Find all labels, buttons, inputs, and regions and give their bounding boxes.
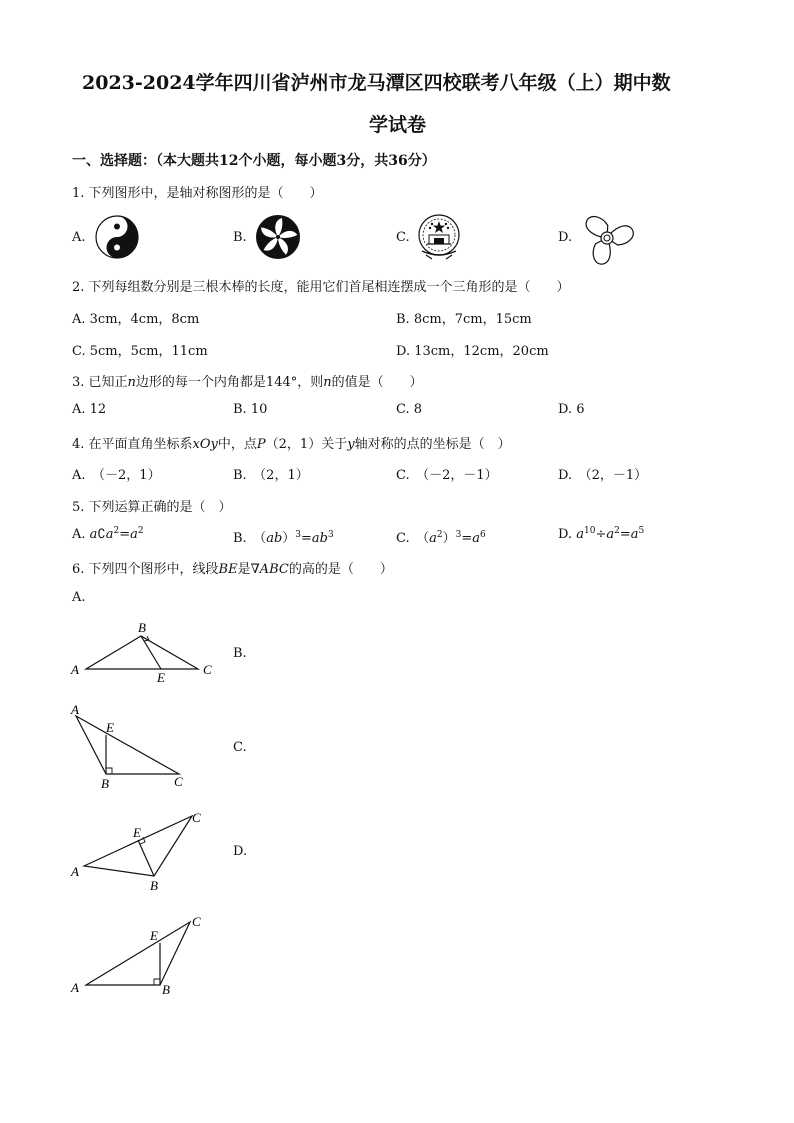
q2-option-b: B. 8cm，7cm，15cm: [396, 312, 532, 327]
question-5-stem: 5. 下列运算正确的是（ ）: [72, 500, 232, 515]
propeller-icon: [578, 210, 636, 266]
q3-option-b: B. 10: [233, 402, 268, 417]
q2-option-a: A. 3cm，4cm，8cm: [72, 312, 200, 327]
vertex-label-a: A: [71, 980, 79, 995]
vertex-label-a: A: [71, 864, 79, 879]
question-1-stem: 1. 下列图形中，是轴对称图形的是（ ）: [72, 186, 323, 201]
q4-option-a: A. （－2，1）: [72, 468, 161, 483]
q5-option-a: A. $a∁a^2=a^2$: [72, 526, 144, 542]
q4-option-d: D. （2，－1）: [558, 468, 648, 483]
triangle-figure-d: [66, 910, 216, 1000]
q5-option-d: D. $a^{10}\div a^2=a^5$: [558, 526, 645, 542]
vertex-label-c: C: [203, 662, 212, 677]
yin-yang-icon: [94, 214, 140, 260]
section-heading: 一、选择题：（本大题共12个小题，每小题3分，共36分）: [72, 153, 436, 169]
vertex-label-b: B: [138, 620, 146, 635]
q6-option-b: B.: [233, 646, 247, 661]
vertex-label-c: C: [192, 914, 201, 929]
triangle-figure-b: [66, 700, 206, 795]
q1-option-d: D.: [558, 230, 573, 245]
vertex-label-b: B: [162, 982, 170, 997]
q5-option-b: B. $(ab)^3=ab^3$: [233, 530, 334, 546]
vertex-label-e: E: [106, 720, 114, 735]
question-2-stem: 2. 下列每组数分别是三根木棒的长度，能用它们首尾相连摆成一个三角形的是（ ）: [72, 280, 570, 295]
q3-option-a: A. 12: [72, 402, 107, 417]
vertex-label-c: C: [192, 810, 201, 825]
vertex-label-e: E: [150, 928, 158, 943]
q5-option-c: C. $(a^2)^3=a^6$: [396, 530, 486, 546]
q6-option-c: C.: [233, 740, 247, 755]
q3-option-c: C. 8: [396, 402, 423, 417]
question-3-stem: 3. 已知正n边形的每一个内角都是144°，则n的值是（ ）: [72, 375, 423, 390]
q2-option-d: D. 13cm，12cm，20cm: [396, 344, 549, 359]
q6-option-a: A.: [72, 590, 86, 605]
q4-option-b: B. （2，1）: [233, 468, 309, 483]
paper-title-line1: 2023-2024学年四川省泸州市龙马潭区四校联考八年级（上）期中数: [82, 72, 671, 94]
vertex-label-e: E: [157, 670, 165, 685]
vertex-label-a: A: [71, 662, 79, 677]
paper-title-line2: 学试卷: [369, 114, 427, 136]
triangle-figure-c: [66, 806, 216, 896]
vertex-label-b: B: [150, 878, 158, 893]
q1-option-b: B.: [233, 230, 247, 245]
question-6-stem: 6. 下列四个图形中，线段BE是∇ABC的高的是（ ）: [72, 562, 393, 577]
vertex-label-b: B: [101, 776, 109, 791]
national-emblem-icon: [414, 211, 464, 263]
triangle-figure-a: [66, 616, 226, 686]
q6-option-d: D.: [233, 844, 248, 859]
vertex-label-e: E: [133, 825, 141, 840]
vertex-label-a: A: [71, 702, 79, 717]
q2-option-c: C. 5cm，5cm，11cm: [72, 344, 208, 359]
bauhinia-emblem-icon: [255, 214, 301, 260]
q1-option-a: A.: [72, 230, 86, 245]
question-4-stem: 4. 在平面直角坐标系xOy中，点P（2，1）关于y轴对称的点的坐标是（ ）: [72, 437, 511, 452]
q4-option-c: C. （－2，－1）: [396, 468, 498, 483]
vertex-label-c: C: [174, 774, 183, 789]
q1-option-c: C.: [396, 230, 410, 245]
q3-option-d: D. 6: [558, 402, 585, 417]
